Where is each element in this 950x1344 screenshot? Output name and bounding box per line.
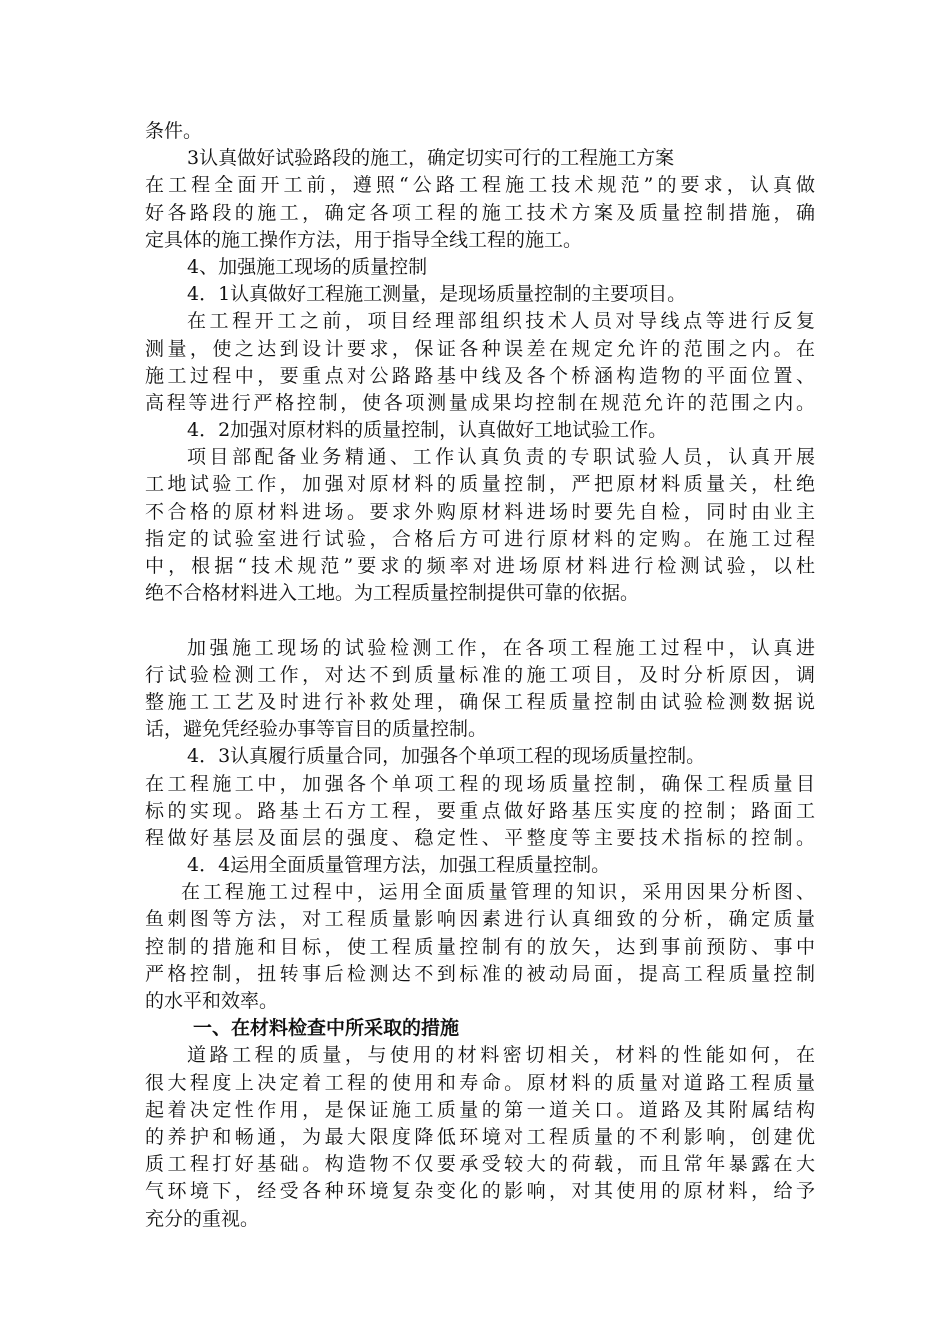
- text-line: 工地试验工作，加强对原材料的质量控制，严把原材料质量关，杜绝: [145, 473, 815, 496]
- document-page: [145, 118, 815, 1233]
- text-line: 加强施工现场的试验检测工作，在各项工程施工过程中，认真进: [187, 636, 815, 659]
- section-heading-4: 4、加强施工现场的质量控制: [187, 255, 428, 278]
- subsection-heading-4-3: 4．3认真履行质量合同，加强各个单项工程的现场质量控制。: [187, 745, 706, 768]
- text-line: 的水平和效率。: [145, 990, 279, 1012]
- text-line: 程做好基层及面层的强度、稳定性、平整度等主要技术指标的控制。: [145, 826, 815, 849]
- section-heading-3: 3认真做好试验路段的施工，确定切实可行的工程施工方案: [187, 147, 675, 170]
- text-line: 条件。: [145, 120, 203, 142]
- text-line: 指定的试验室进行试验，合格后方可进行原材料的定购。在施工过程: [145, 527, 815, 550]
- text-line: 定具体的施工操作方法，用于指导全线工程的施工。: [145, 228, 583, 251]
- text-line: 不合格的原材料进场。要求外购原材料进场时要先自检，同时由业主: [145, 500, 815, 523]
- text-line: 整施工工艺及时进行补救处理，确保工程质量控制由试验检测数据说: [145, 690, 815, 713]
- subsection-heading-4-2: 4．2加强对原材料的质量控制，认真做好工地试验工作。: [187, 419, 668, 442]
- text-line: 测量，使之达到设计要求，保证各种误差在规定允许的范围之内。在: [145, 337, 815, 360]
- text-line: 在工程施工过程中，运用全面质量管理的知识，采用因果分析图、: [181, 881, 815, 904]
- text-line: 起着决定性作用，是保证施工质量的第一道关口。道路及其附属结构: [145, 1098, 815, 1121]
- text-line: 在工程施工中，加强各个单项工程的现场质量控制，确保工程质量目: [145, 772, 815, 795]
- text-line: 很大程度上决定着工程的使用和寿命。原材料的质量对道路工程质量: [145, 1071, 815, 1094]
- blank-line: [145, 607, 815, 634]
- text-line: 施工过程中，要重点对公路路基中线及各个桥涵构造物的平面位置、: [145, 364, 815, 387]
- text-line: 控制的措施和目标，使工程质量控制有的放矢，达到事前预防、事中: [145, 935, 815, 958]
- text-line: 在工程开工之前，项目经理部组织技术人员对导线点等进行反复: [187, 310, 815, 333]
- subsection-heading-4-4: 4．4运用全面质量管理方法，加强工程质量控制。: [187, 854, 611, 877]
- text-line: 鱼刺图等方法，对工程质量影响因素进行认真细致的分析，确定质量: [145, 908, 815, 931]
- text-line: 的养护和畅通，为最大限度降低环境对工程质量的不利影响，创建优: [145, 1125, 815, 1148]
- text-line: 中，根据“技术规范”要求的频率对进场原材料进行检测试验，以杜: [145, 555, 815, 577]
- text-line: 气环境下，经受各种环境复杂变化的影响，对其使用的原材料，给予: [145, 1180, 815, 1203]
- text-line: 充分的重视。: [145, 1207, 260, 1230]
- text-line: 标的实现。路基土石方工程，要重点做好路基压实度的控制；路面工: [145, 799, 815, 822]
- text-line: 项目部配备业务精通、工作认真负责的专职试验人员，认真开展: [187, 446, 815, 469]
- text-line: 高程等进行严格控制，使各项测量成果均控制在规范允许的范围之内。: [145, 391, 815, 414]
- text-line: 在工程全面开工前，遵照“公路工程施工技术规范”的要求，认真做: [145, 174, 815, 197]
- text-line: 严格控制，扭转事后检测达不到标准的被动局面，提高工程质量控制: [145, 962, 815, 985]
- text-line: 质工程打好基础。构造物不仅要承受较大的荷载，而且常年暴露在大: [145, 1153, 815, 1176]
- subsection-heading-4-1: 4．1认真做好工程施工测量，是现场质量控制的主要项目。: [187, 283, 687, 306]
- text-line: 行试验检测工作，对达不到质量标准的施工项目，及时分析原因，调: [145, 663, 815, 686]
- text-line: 绝不合格材料进入工地。为工程质量控制提供可靠的依据。: [145, 582, 640, 605]
- text-line: 话，避免凭经验办事等盲目的质量控制。: [145, 718, 488, 741]
- text-line: 好各路段的施工，确定各项工程的施工技术方案及质量控制措施，确: [145, 201, 815, 224]
- text-line: 道路工程的质量，与使用的材料密切相关，材料的性能如何，在: [187, 1044, 815, 1067]
- section-heading-materials: 一、在材料检查中所采取的措施: [193, 1017, 460, 1040]
